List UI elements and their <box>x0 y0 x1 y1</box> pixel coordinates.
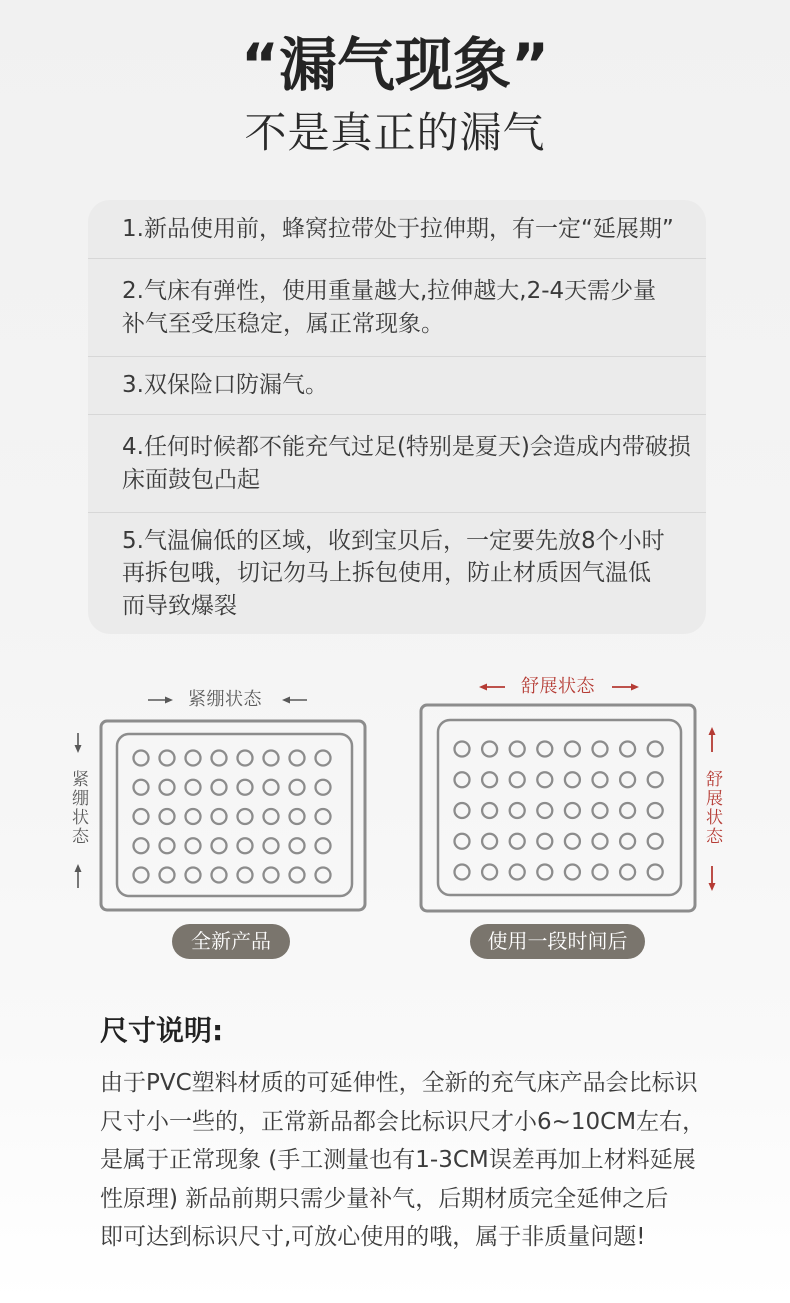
mattress-inner-frame <box>438 720 681 895</box>
hole-circle <box>134 868 149 883</box>
hole-circle <box>510 772 525 787</box>
hole-circle <box>186 780 201 795</box>
note-text: 床面鼓包凸起 <box>122 466 260 493</box>
arrow-right-icon <box>148 697 173 704</box>
after-use-caption: 使用一段时间后 <box>470 924 645 959</box>
hole-circle <box>537 803 552 818</box>
hole-circle <box>593 742 608 757</box>
hole-circle <box>482 772 497 787</box>
hole-circle <box>186 751 201 766</box>
hole-circle <box>593 865 608 880</box>
hole-circle <box>537 772 552 787</box>
hole-circle <box>316 751 331 766</box>
relaxed-state-side-label: 舒展状态 <box>702 770 722 846</box>
hole-circle <box>238 780 253 795</box>
hole-circle <box>620 742 635 757</box>
notes-box <box>88 200 706 634</box>
note-text: 而导致爆裂 <box>122 592 237 619</box>
hole-circle <box>455 742 470 757</box>
size-note-line: 即可达到标识尺寸,可放心使用的哦，属于非质量问题! <box>100 1224 646 1250</box>
hole-circle <box>212 751 227 766</box>
note-item <box>88 356 706 414</box>
size-note-line: 由于PVC塑料材质的可延伸性，全新的充气床产品会比标识 <box>100 1070 698 1096</box>
arrow-down-icon <box>75 733 82 753</box>
hole-circle <box>186 868 201 883</box>
hole-circle <box>510 834 525 849</box>
hole-circle <box>565 803 580 818</box>
hole-circle <box>482 803 497 818</box>
hole-circle <box>316 780 331 795</box>
hole-circle <box>134 751 149 766</box>
hole-circle <box>316 868 331 883</box>
hole-circle <box>455 834 470 849</box>
hole-circle <box>482 742 497 757</box>
note-text: 2.气床有弹性，使用重量越大,拉伸越大,2-4天需少量 <box>122 278 657 304</box>
hole-circle <box>238 751 253 766</box>
hole-circle <box>620 803 635 818</box>
note-item <box>88 414 706 512</box>
hole-circle <box>593 803 608 818</box>
hole-circle <box>264 751 279 766</box>
honeycomb-holes-new <box>134 751 331 883</box>
size-note-line: 是属于正常现象 (手工测量也有1-3CM误差再加上材料延展 <box>100 1147 696 1173</box>
tight-state-side-label: 紧绷状态 <box>68 770 88 846</box>
hole-circle <box>482 834 497 849</box>
hole-circle <box>238 838 253 853</box>
hole-circle <box>264 780 279 795</box>
hole-circle <box>160 780 175 795</box>
note-item <box>88 200 706 258</box>
size-note-line: 尺寸小一些的，正常新品都会比标识尺才小6~10CM左右， <box>100 1108 706 1135</box>
hole-circle <box>593 772 608 787</box>
hole-circle <box>290 809 305 824</box>
hole-circle <box>238 809 253 824</box>
new-product-caption: 全新产品 <box>172 924 290 959</box>
page-subtitle: 不是真正的漏气 <box>244 108 546 157</box>
hole-circle <box>510 865 525 880</box>
hole-circle <box>160 809 175 824</box>
relaxed-state-top-label: 舒展状态 <box>521 676 595 697</box>
hole-circle <box>134 838 149 853</box>
hole-circle <box>316 809 331 824</box>
size-note-line: 性原理) 新品前期只需少量补气，后期材质完全延伸之后 <box>100 1185 669 1212</box>
note-text: 再拆包哦，切记勿马上拆包使用，防止材质因气温低 <box>122 560 651 587</box>
note-text: 补气至受压稳定，属正常现象。 <box>122 310 444 337</box>
hole-circle <box>565 865 580 880</box>
hole-circle <box>620 772 635 787</box>
note-text: 4.任何时候都不能充气过足(特别是夏天)会造成内带破损 <box>122 434 691 460</box>
hole-circle <box>455 865 470 880</box>
hole-circle <box>186 838 201 853</box>
arrow-left-icon <box>282 697 307 704</box>
hole-circle <box>264 809 279 824</box>
note-item <box>88 258 706 356</box>
arrow-right-icon <box>612 684 639 691</box>
hole-circle <box>186 809 201 824</box>
hole-circle <box>316 838 331 853</box>
hole-circle <box>160 751 175 766</box>
arrow-up-icon <box>75 864 82 888</box>
hole-circle <box>648 865 663 880</box>
hole-circle <box>134 809 149 824</box>
note-text: 5.气温偏低的区域，收到宝贝后，一定要先放8个小时 <box>122 527 665 554</box>
hole-circle <box>264 838 279 853</box>
hole-circle <box>212 809 227 824</box>
hole-circle <box>620 834 635 849</box>
hole-circle <box>510 742 525 757</box>
page-title: “漏气现象” <box>240 31 550 99</box>
hole-circle <box>238 868 253 883</box>
hole-circle <box>593 834 608 849</box>
hole-circle <box>212 838 227 853</box>
arrow-up-icon <box>709 727 716 752</box>
hole-circle <box>455 772 470 787</box>
tight-state-top-label: 紧绷状态 <box>188 689 262 710</box>
hole-circle <box>160 868 175 883</box>
mattress-new-illustration <box>101 721 365 910</box>
note-text: 3.双保险口防漏气。 <box>122 372 328 399</box>
hole-circle <box>648 772 663 787</box>
note-text: 1.新品使用前，蜂窝拉带处于拉伸期，有一定“延展期” <box>122 215 674 242</box>
hole-circle <box>537 865 552 880</box>
size-note-body <box>100 1064 780 1257</box>
hole-circle <box>565 772 580 787</box>
hole-circle <box>565 834 580 849</box>
size-note-heading: 尺寸说明: <box>100 1014 224 1047</box>
hole-circle <box>290 838 305 853</box>
hole-circle <box>290 868 305 883</box>
arrow-down-icon <box>709 866 716 891</box>
hole-circle <box>565 742 580 757</box>
hole-circle <box>160 838 175 853</box>
hole-circle <box>648 834 663 849</box>
hole-circle <box>537 834 552 849</box>
hole-circle <box>482 865 497 880</box>
hole-circle <box>212 868 227 883</box>
arrow-left-icon <box>479 684 505 691</box>
mattress-used-illustration <box>421 705 695 911</box>
hole-circle <box>290 751 305 766</box>
hole-circle <box>510 803 525 818</box>
hole-circle <box>648 803 663 818</box>
hole-circle <box>620 865 635 880</box>
note-item <box>88 512 706 634</box>
hole-circle <box>648 742 663 757</box>
honeycomb-holes-used <box>455 742 663 880</box>
hole-circle <box>455 803 470 818</box>
hole-circle <box>264 868 279 883</box>
hole-circle <box>212 780 227 795</box>
hole-circle <box>134 780 149 795</box>
hole-circle <box>537 742 552 757</box>
hole-circle <box>290 780 305 795</box>
